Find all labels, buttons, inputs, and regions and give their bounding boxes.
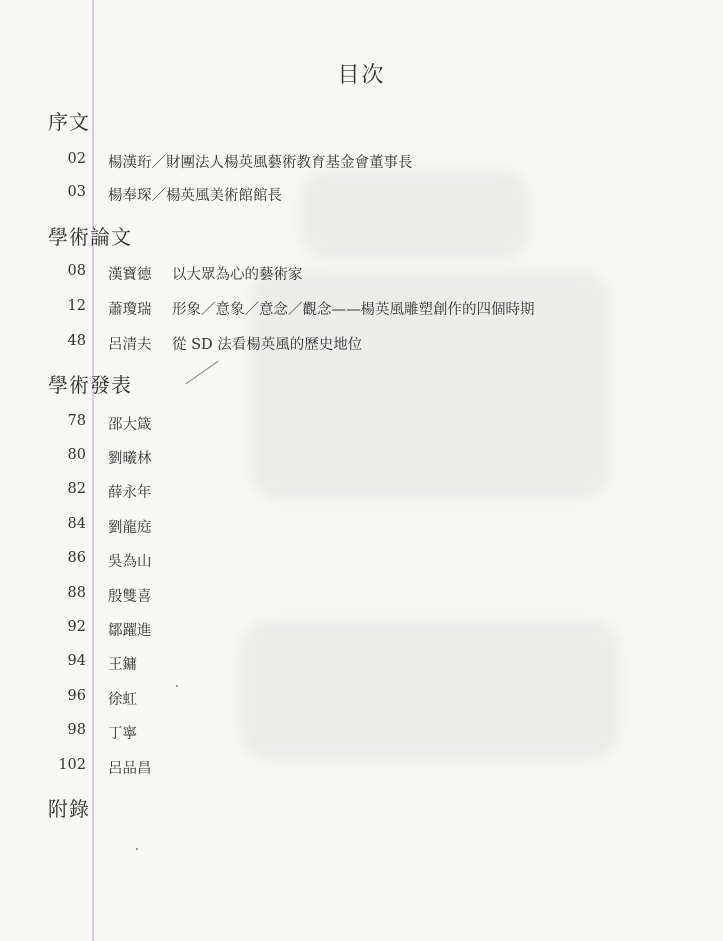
- entry-title: 以大眾為心的藝術家: [172, 267, 303, 283]
- page-number: 98: [67, 722, 86, 738]
- entry-author: 漢寶德: [108, 267, 152, 283]
- page-number: 02: [67, 151, 86, 167]
- entry-author: 劉曦林: [108, 451, 152, 467]
- page-number: 08: [67, 263, 86, 279]
- toc-entry[interactable]: [0, 619, 723, 643]
- toc-entry[interactable]: [0, 757, 723, 781]
- toc-entry[interactable]: [0, 722, 723, 746]
- stray-dot: [176, 685, 178, 687]
- toc-entry[interactable]: [0, 481, 723, 505]
- page-number: 12: [67, 298, 86, 314]
- stray-dot: [136, 848, 138, 850]
- page-number: 94: [67, 653, 86, 669]
- toc-entry[interactable]: [0, 550, 723, 574]
- page-title: 目次: [337, 63, 386, 88]
- entry-text: 楊奉琛／楊英風美術館館長: [108, 188, 282, 204]
- section-heading-preface: 序文: [48, 110, 90, 134]
- page-number: 82: [67, 481, 86, 497]
- page-number: 102: [58, 757, 86, 773]
- toc-entry[interactable]: [0, 184, 723, 208]
- stray-pen-mark: [185, 361, 218, 385]
- entry-author: 鄒躍進: [108, 623, 152, 639]
- toc-entry[interactable]: [0, 413, 723, 437]
- page-number: 84: [67, 516, 86, 532]
- entry-author: 薛永年: [108, 485, 152, 501]
- entry-author: 丁寧: [108, 726, 137, 742]
- entry-title: 從 SD 法看楊英風的歷史地位: [172, 337, 363, 353]
- page-number: 86: [67, 550, 86, 566]
- toc-entry[interactable]: [0, 263, 723, 287]
- entry-author: 吳為山: [108, 554, 152, 570]
- toc-entry[interactable]: [0, 151, 723, 175]
- toc-entry[interactable]: [0, 447, 723, 471]
- page-number: 78: [67, 413, 86, 429]
- section-heading-papers: 學術論文: [48, 225, 132, 249]
- entry-author: 徐虹: [108, 692, 137, 708]
- entry-author: 王鏞: [108, 657, 137, 673]
- toc-entry[interactable]: [0, 298, 723, 322]
- entry-author: 呂清夫: [108, 337, 152, 353]
- entry-title: 形象／意象／意念／觀念——楊英風雕塑創作的四個時期: [172, 302, 535, 318]
- page-number: 03: [67, 184, 86, 200]
- toc-entry[interactable]: [0, 688, 723, 712]
- toc-entry[interactable]: [0, 585, 723, 609]
- page-number: 96: [67, 688, 86, 704]
- entry-author: 邵大箴: [108, 417, 152, 433]
- entry-author: 蕭瓊瑞: [108, 302, 152, 318]
- page-number: 88: [67, 585, 86, 601]
- page-number: 92: [67, 619, 86, 635]
- page-number: 48: [67, 333, 86, 349]
- section-heading-presentations: 學術發表: [48, 373, 132, 397]
- toc-entry[interactable]: [0, 653, 723, 677]
- entry-author: 呂品昌: [108, 761, 152, 777]
- toc-entry[interactable]: [0, 516, 723, 540]
- entry-author: 殷雙喜: [108, 589, 152, 605]
- toc-entry[interactable]: [0, 333, 723, 357]
- page-number: 80: [67, 447, 86, 463]
- entry-text: 楊漢珩／財團法人楊英風藝術教育基金會董事長: [108, 155, 413, 171]
- entry-author: 劉龍庭: [108, 520, 152, 536]
- section-heading-appendix: 附錄: [48, 797, 90, 821]
